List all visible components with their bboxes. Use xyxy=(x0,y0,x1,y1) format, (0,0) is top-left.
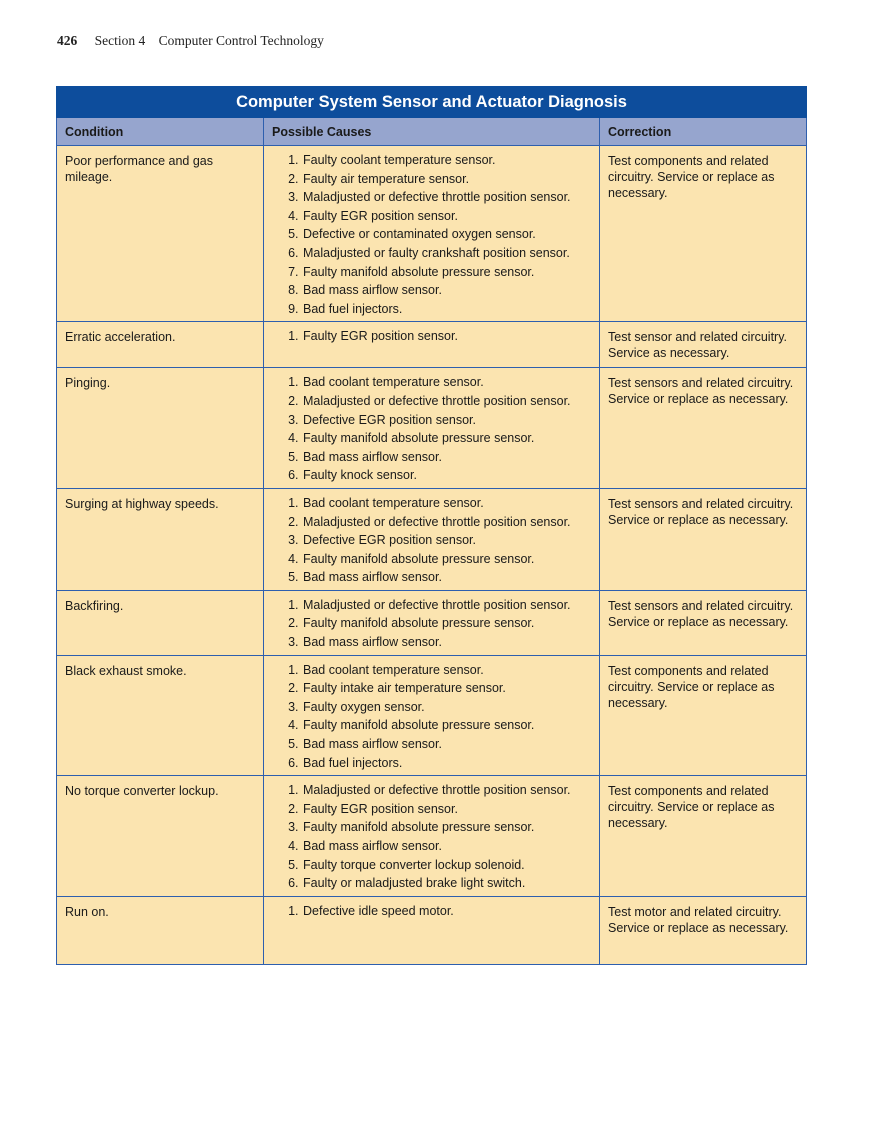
page-number: 426 xyxy=(57,33,78,48)
cause-item: 4. Faulty EGR position sensor. xyxy=(302,207,591,226)
correction-cell: Test sensor and related circuitry. Service as necessary. xyxy=(600,322,807,368)
cause-item: 1. Faulty coolant temperature sensor. xyxy=(302,151,591,170)
cause-item: 1. Maladjusted or defective throttle position sensor. xyxy=(302,596,591,615)
possible-causes-cell xyxy=(264,896,600,964)
causes-list xyxy=(272,327,591,346)
condition-cell: Surging at highway speeds. xyxy=(57,488,264,590)
causes-list xyxy=(272,373,591,485)
cause-item: 2. Maladjusted or defective throttle position sensor. xyxy=(302,392,591,411)
cause-item: 8. Bad mass airflow sensor. xyxy=(302,281,591,300)
cause-item: 4. Bad mass airflow sensor. xyxy=(302,837,591,856)
possible-causes-cell xyxy=(264,322,600,368)
condition-cell: Erratic acceleration. xyxy=(57,322,264,368)
cause-item: 3. Defective EGR position sensor. xyxy=(302,411,591,430)
correction-cell: Test motor and related circuitry. Service or replace as necessary. xyxy=(600,896,807,964)
cause-item: 3. Faulty oxygen sensor. xyxy=(302,698,591,717)
causes-list xyxy=(272,781,591,893)
condition-cell: Poor performance and gas mileage. xyxy=(57,146,264,322)
cause-item: 2. Faulty intake air temperature sensor. xyxy=(302,679,591,698)
table-title: Computer System Sensor and Actuator Diagnosis xyxy=(57,87,807,118)
table-body xyxy=(57,146,807,965)
correction-cell: Test components and related circuitry. Service or replace as necessary. xyxy=(600,776,807,897)
correction-cell: Test sensors and related circuitry. Service or replace as necessary. xyxy=(600,488,807,590)
table-row xyxy=(57,896,807,964)
correction-cell: Test components and related circuitry. Service or replace as necessary. xyxy=(600,655,807,776)
condition-cell: No torque converter lockup. xyxy=(57,776,264,897)
cause-item: 2. Faulty EGR position sensor. xyxy=(302,800,591,819)
table-row xyxy=(57,146,807,322)
header-condition: Condition xyxy=(57,118,264,146)
causes-list xyxy=(272,596,591,652)
table-row xyxy=(57,590,807,655)
cause-item: 2. Faulty air temperature sensor. xyxy=(302,170,591,189)
cause-item: 2. Faulty manifold absolute pressure sensor. xyxy=(302,614,591,633)
possible-causes-cell xyxy=(264,776,600,897)
cause-item: 6. Maladjusted or faulty crankshaft position sensor. xyxy=(302,244,591,263)
header-possible-causes: Possible Causes xyxy=(264,118,600,146)
cause-item: 1. Maladjusted or defective throttle position sensor. xyxy=(302,781,591,800)
table-header-row xyxy=(57,118,807,146)
causes-list xyxy=(272,902,591,921)
cause-item: 3. Defective EGR position sensor. xyxy=(302,531,591,550)
causes-list xyxy=(272,151,591,318)
cause-item: 6. Faulty or maladjusted brake light switch. xyxy=(302,874,591,893)
cause-item: 7. Faulty manifold absolute pressure sensor. xyxy=(302,263,591,282)
cause-item: 4. Faulty manifold absolute pressure sensor. xyxy=(302,716,591,735)
causes-list xyxy=(272,494,591,587)
possible-causes-cell xyxy=(264,590,600,655)
cause-item: 5. Defective or contaminated oxygen sensor. xyxy=(302,225,591,244)
condition-cell: Run on. xyxy=(57,896,264,964)
condition-cell: Black exhaust smoke. xyxy=(57,655,264,776)
cause-item: 1. Faulty EGR position sensor. xyxy=(302,327,591,346)
cause-item: 2. Maladjusted or defective throttle position sensor. xyxy=(302,513,591,532)
cause-item: 1. Bad coolant temperature sensor. xyxy=(302,373,591,392)
table-row xyxy=(57,368,807,489)
cause-item: 1. Defective idle speed motor. xyxy=(302,902,591,921)
condition-cell: Pinging. xyxy=(57,368,264,489)
possible-causes-cell xyxy=(264,146,600,322)
correction-cell: Test sensors and related circuitry. Service or replace as necessary. xyxy=(600,590,807,655)
cause-item: 3. Maladjusted or defective throttle position sensor. xyxy=(302,188,591,207)
cause-item: 5. Bad mass airflow sensor. xyxy=(302,568,591,587)
chapter-title: Computer Control Technology xyxy=(158,33,324,48)
cause-item: 4. Faulty manifold absolute pressure sensor. xyxy=(302,550,591,569)
diagnosis-table xyxy=(56,86,807,965)
table-row xyxy=(57,488,807,590)
section-label: Section 4 xyxy=(94,33,146,48)
cause-item: 5. Bad mass airflow sensor. xyxy=(302,735,591,754)
cause-item: 3. Faulty manifold absolute pressure sensor. xyxy=(302,818,591,837)
cause-item: 3. Bad mass airflow sensor. xyxy=(302,633,591,652)
possible-causes-cell xyxy=(264,488,600,590)
possible-causes-cell xyxy=(264,368,600,489)
causes-list xyxy=(272,661,591,773)
correction-cell: Test sensors and related circuitry. Service or replace as necessary. xyxy=(600,368,807,489)
condition-cell: Backfiring. xyxy=(57,590,264,655)
running-head xyxy=(57,33,324,49)
cause-item: 5. Faulty torque converter lockup solenoid. xyxy=(302,856,591,875)
cause-item: 1. Bad coolant temperature sensor. xyxy=(302,494,591,513)
header-correction: Correction xyxy=(600,118,807,146)
cause-item: 9. Bad fuel injectors. xyxy=(302,300,591,319)
table-row xyxy=(57,655,807,776)
cause-item: 6. Bad fuel injectors. xyxy=(302,754,591,773)
cause-item: 6. Faulty knock sensor. xyxy=(302,466,591,485)
table-row xyxy=(57,322,807,368)
cause-item: 1. Bad coolant temperature sensor. xyxy=(302,661,591,680)
possible-causes-cell xyxy=(264,655,600,776)
correction-cell: Test components and related circuitry. Service or replace as necessary. xyxy=(600,146,807,322)
table-row xyxy=(57,776,807,897)
table-title-row xyxy=(57,87,807,118)
cause-item: 4. Faulty manifold absolute pressure sensor. xyxy=(302,429,591,448)
cause-item: 5. Bad mass airflow sensor. xyxy=(302,448,591,467)
